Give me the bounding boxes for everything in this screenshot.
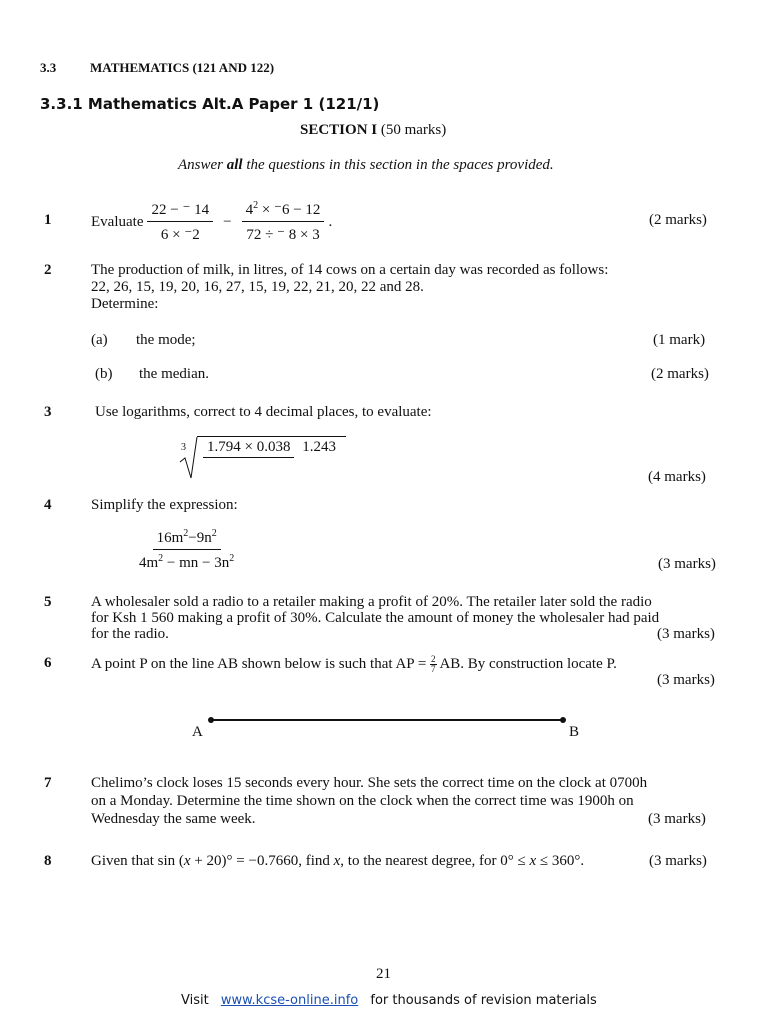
q6-frac-num: 2	[431, 654, 436, 664]
q3-text: Use logarithms, correct to 4 decimal places, to evaluate:	[95, 404, 432, 420]
q1-marks: (2 marks)	[649, 212, 707, 228]
q6-frac-den: 7	[431, 664, 436, 674]
instructions-bold: all	[226, 157, 243, 173]
q4-num-a: 16m	[156, 530, 184, 546]
q5-line-1: A wholesaler sold a radio to a retailer making a profit of 20%. The retailer later sold the radio	[91, 594, 652, 610]
q6-text-post: AB. By construction locate P.	[436, 655, 617, 672]
q2-number: 2	[44, 262, 52, 278]
radical-sign-icon	[178, 436, 198, 480]
q8-var-1: x	[183, 853, 191, 869]
q2a-text: the mode;	[136, 332, 196, 348]
q8-text-mid-1: + 20)° = −0.7660, find	[190, 853, 334, 869]
point-a-label: A	[192, 724, 203, 740]
q4-text: Simplify the expression:	[91, 497, 238, 513]
q7-marks: (3 marks)	[648, 811, 706, 827]
q4-number: 4	[44, 497, 52, 513]
q1-fraction-2	[242, 200, 325, 244]
q3-fraction	[197, 436, 346, 456]
q2-line-2: 22, 26, 15, 19, 20, 16, 27, 15, 19, 22, 21, 20, 22 and 28.	[91, 279, 424, 295]
q1-frac2-den: 72 ÷ ⁻ 8 × 3	[246, 227, 320, 243]
instructions	[178, 157, 554, 174]
q4-den-b: − mn − 3n	[163, 555, 230, 571]
q2-line-3: Determine:	[91, 296, 159, 312]
q8-text	[91, 853, 584, 870]
q3-number: 3	[44, 404, 52, 420]
q4-den-a: 4m	[139, 555, 159, 571]
q1-number: 1	[44, 212, 52, 228]
instructions-pre: Answer	[178, 157, 227, 173]
q4-num-exp2: 2	[211, 528, 217, 539]
q1-lead: Evaluate	[91, 213, 144, 230]
q1-frac2-num-exp: 2	[253, 200, 259, 211]
q4-num-exp1: 2	[183, 528, 189, 539]
q8-text-pre: Given that sin (	[91, 853, 184, 869]
point-a-dot	[208, 717, 214, 723]
q6-text-pre: A point P on the line AB shown below is such that AP =	[91, 655, 431, 672]
q3-num: 1.794 × 0.038	[203, 439, 294, 458]
q4-den-exp2: 2	[229, 553, 235, 564]
q7-line-1: Chelimo’s clock loses 15 seconds every hour. She sets the correct time on the clock at 0700h	[91, 775, 648, 791]
q1-expression	[91, 200, 332, 244]
q4-den-exp1: 2	[158, 553, 164, 564]
q5-marks: (3 marks)	[657, 626, 715, 642]
q4-expression	[135, 528, 238, 572]
q2a-label: (a)	[91, 332, 108, 348]
q7-line-3: Wednesday the same week.	[91, 811, 256, 827]
section-label: SECTION I	[300, 122, 378, 138]
q3-radicand	[197, 436, 346, 456]
q1-frac1-num: 22 − ⁻ 14	[147, 200, 213, 222]
q2b-label: (b)	[95, 366, 113, 382]
footer-line	[181, 993, 597, 1008]
subsection-title: 3.3.1 Mathematics Alt.A Paper 1 (121/1)	[40, 95, 380, 113]
q1-fraction-1	[147, 200, 213, 244]
q5-line-2: for Ksh 1 560 making a profit of 30%. Calculate the amount of money the wholesaler had paid	[91, 610, 660, 626]
q1-frac2-num	[242, 200, 325, 222]
q7-number: 7	[44, 775, 52, 791]
q8-var-3: x	[529, 853, 537, 869]
q5-line-3: for the radio.	[91, 626, 169, 642]
section-number: 3.3	[40, 60, 57, 75]
line-segment-ab	[200, 712, 572, 728]
q2b-marks: (2 marks)	[651, 366, 709, 382]
q4-num	[153, 528, 221, 550]
q8-marks: (3 marks)	[649, 853, 707, 869]
q1-minus: −	[223, 213, 232, 230]
q4-num-b: −9n	[188, 530, 212, 546]
footer-visit: Visit	[181, 993, 209, 1008]
point-b-label: B	[569, 724, 580, 740]
q6-number: 6	[44, 655, 52, 671]
q8-var-2: x	[333, 853, 341, 869]
q4-marks: (3 marks)	[658, 556, 716, 572]
instructions-post: the questions in this section in the spaces provided.	[242, 157, 554, 173]
q3-root-index: 3	[181, 442, 186, 453]
footer-link[interactable]: www.kcse-online.info	[220, 993, 359, 1008]
q3-marks: (4 marks)	[648, 469, 706, 485]
q2-line-1: The production of milk, in litres, of 14 cows on a certain day was recorded as follows:	[91, 262, 609, 278]
footer-tail: for thousands of revision materials	[370, 993, 597, 1008]
q8-number: 8	[44, 853, 52, 869]
q6-marks: (3 marks)	[657, 672, 715, 688]
section-heading	[300, 122, 446, 139]
q6-text	[91, 655, 617, 674]
point-b-dot	[560, 717, 566, 723]
q1-frac2-num-rest: × ⁻6 − 12	[258, 202, 321, 218]
q4-fraction	[135, 528, 238, 572]
q1-end: .	[328, 213, 333, 230]
q1-frac2-num-base: 4	[245, 202, 254, 218]
q7-line-2: on a Monday. Determine the time shown on the clock when the correct time was 1900h on	[91, 793, 634, 809]
q2a-marks: (1 mark)	[653, 332, 706, 348]
q3-den: 1.243	[302, 439, 336, 455]
q8-text-post: ≤ 360°.	[536, 853, 585, 869]
section-marks: (50 marks)	[380, 122, 447, 138]
q8-text-mid-2: , to the nearest degree, for 0° ≤	[340, 853, 530, 869]
q1-frac1-den: 6 × ⁻2	[160, 227, 200, 243]
section-title: MATHEMATICS (121 AND 122)	[90, 60, 275, 75]
page-number: 21	[376, 966, 391, 982]
q2b-text: the median.	[139, 366, 209, 382]
q4-den	[135, 550, 238, 572]
q5-number: 5	[44, 594, 52, 610]
